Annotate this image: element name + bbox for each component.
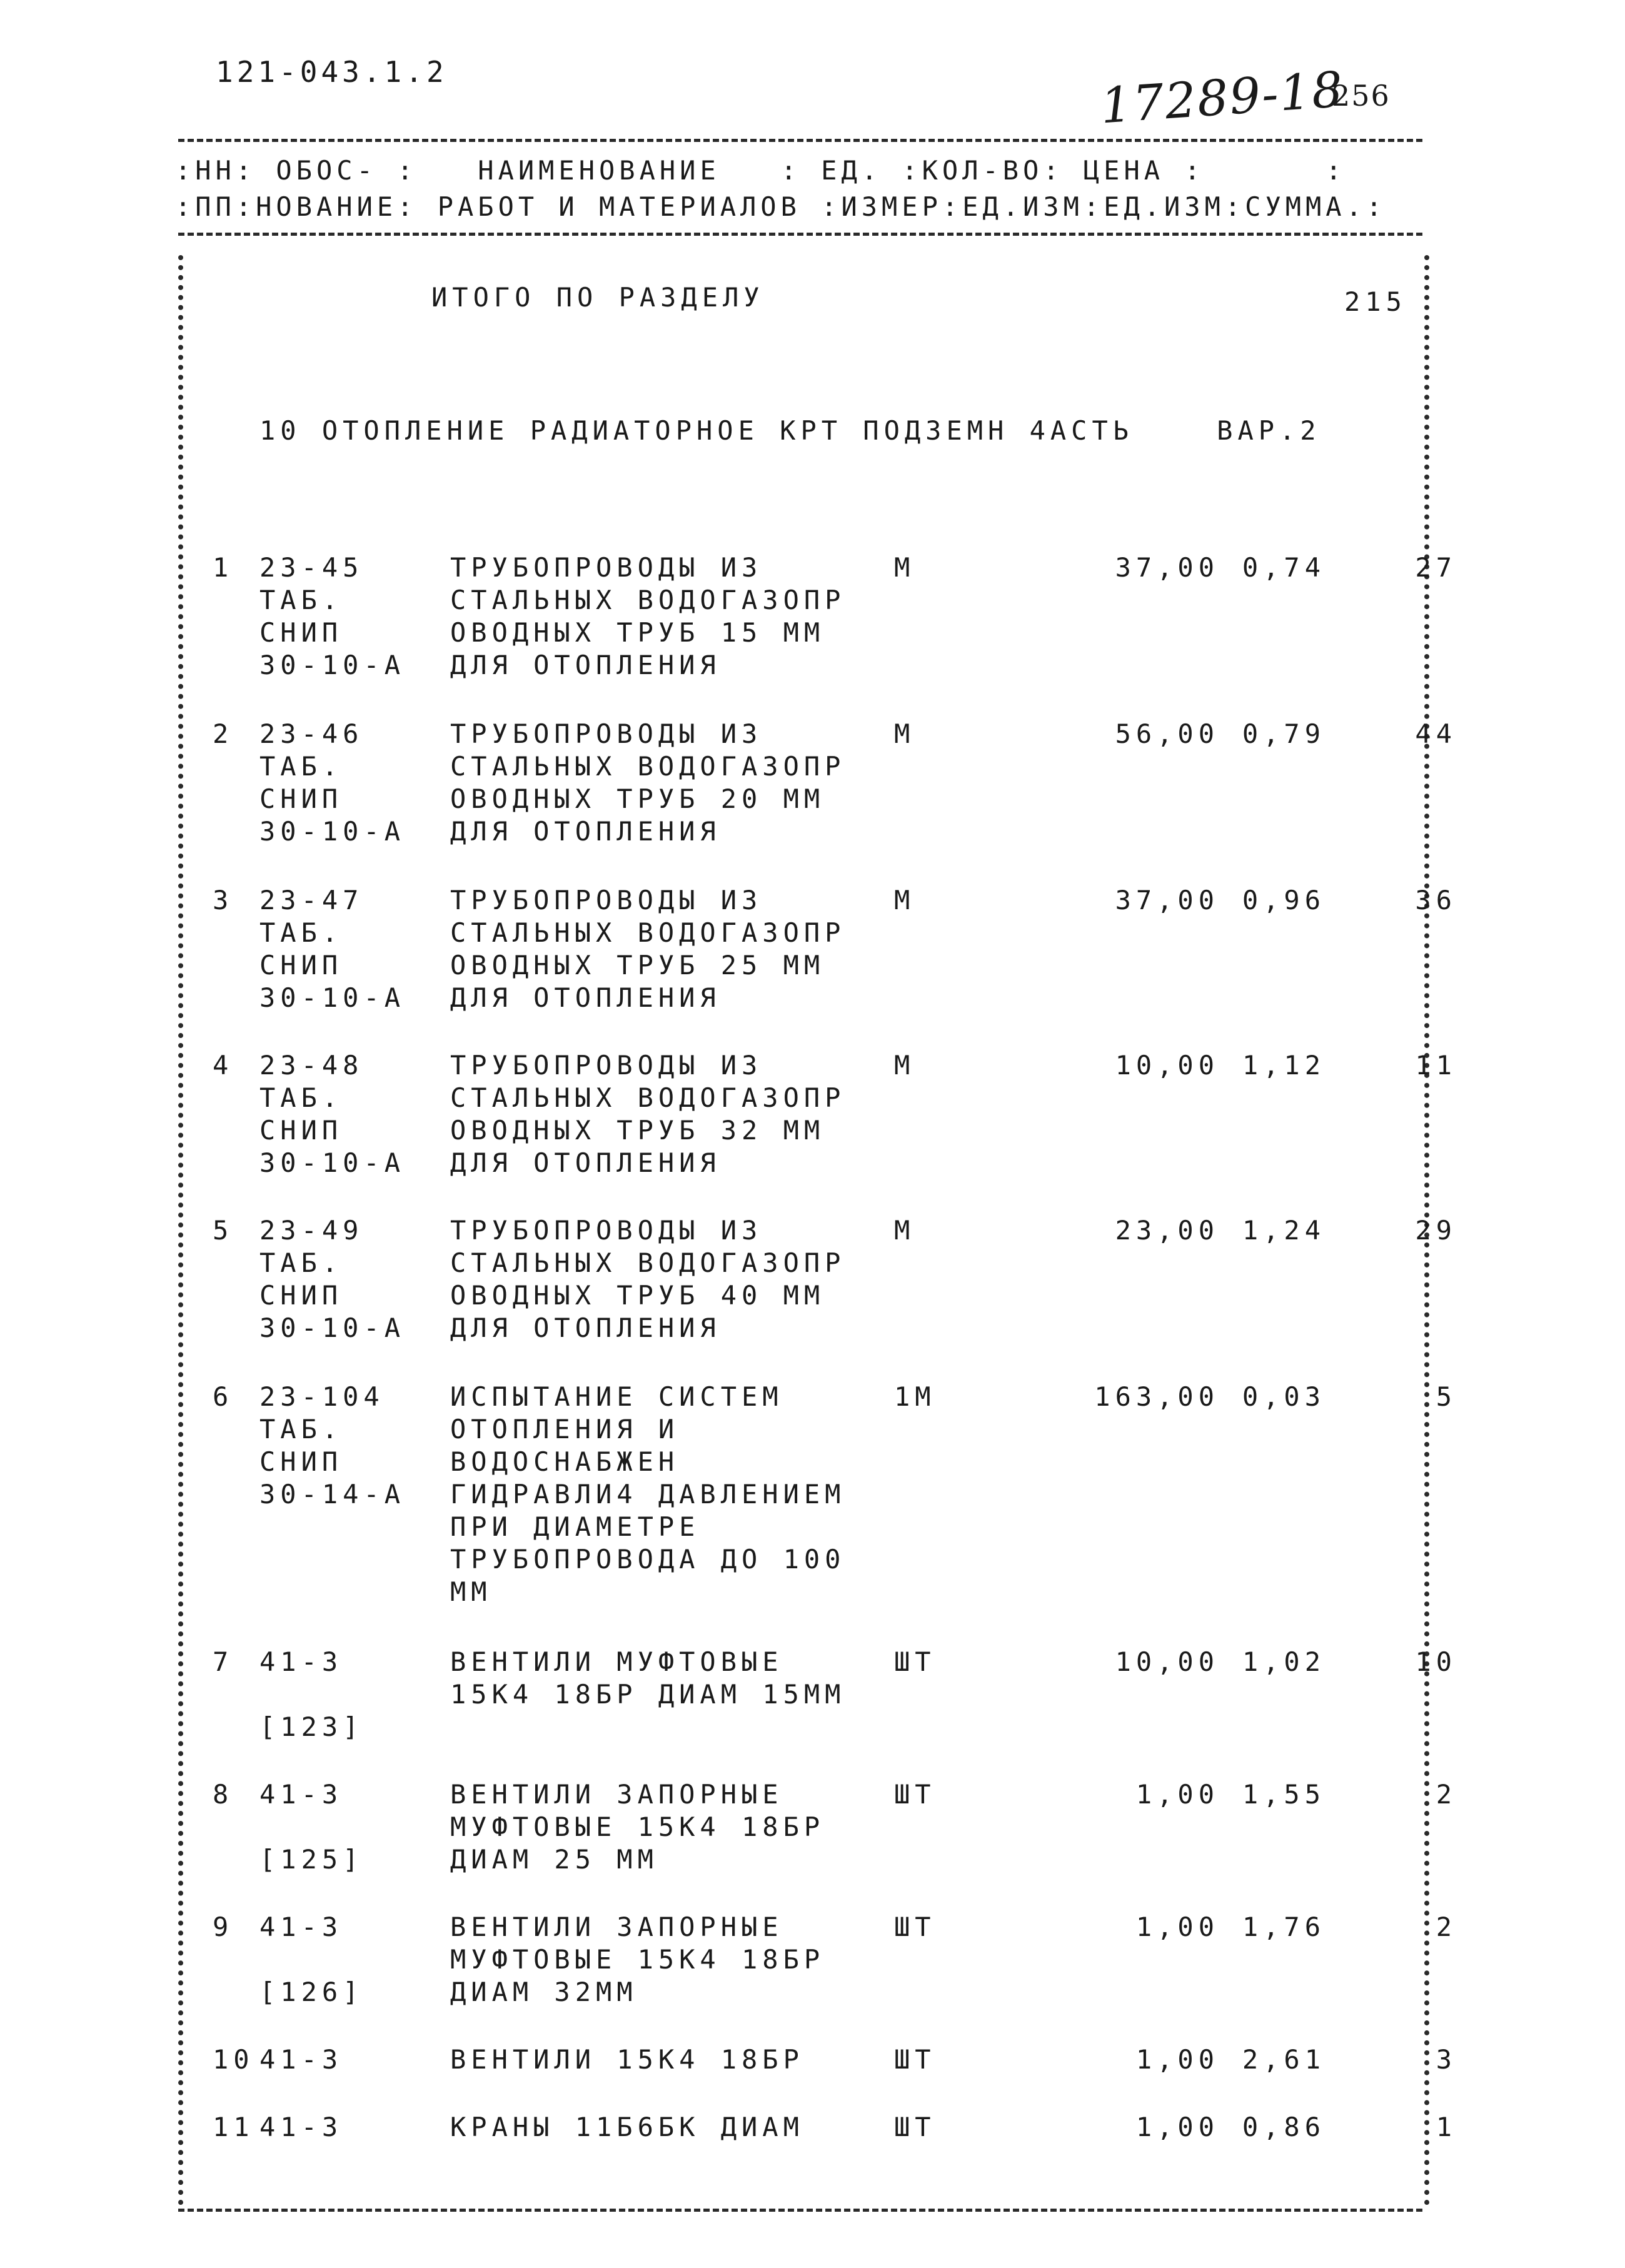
item-quantity: 23,00	[1115, 1215, 1219, 1246]
item-quantity: 163,00	[1094, 1381, 1219, 1412]
item-unit: М	[894, 1050, 915, 1081]
item-quantity: 1,00	[1135, 1779, 1219, 1810]
item-unit: 1М	[894, 1381, 936, 1412]
item-price: 0,74	[1242, 552, 1326, 583]
item-code: 41-3 [123]	[259, 1646, 364, 1742]
item-code: 41-3 [126]	[259, 1912, 364, 2007]
item-unit: ШТ	[894, 1912, 936, 1942]
header-bottom-rule	[178, 233, 1422, 236]
item-price: 1,76	[1242, 1912, 1326, 1942]
item-name: ТРУБОПРОВОДЫ ИЗ СТАЛЬНЫХ ВОДОГАЗОПР ОВОДНЫХ ТРУБ 32 ММ ДЛЯ ОТОПЛЕНИЯ	[450, 1050, 846, 1178]
item-price: 1,12	[1242, 1050, 1326, 1081]
item-unit: ШТ	[894, 1646, 936, 1677]
item-name: ИСПЫТАНИЕ СИСТЕМ ОТОПЛЕНИЯ И ВОДОСНАБЖЕН ГИДРАВЛИ4 ДАВЛЕНИЕМ ПРИ ДИАМЕТРЕ ТРУБОПРОВОДА ДО 100 ММ	[450, 1381, 846, 1607]
item-number: 2	[213, 718, 234, 749]
item-quantity: 1,00	[1135, 2112, 1219, 2142]
item-quantity: 1,00	[1135, 1912, 1219, 1942]
item-quantity: 10,00	[1115, 1050, 1219, 1081]
item-sum: 3	[1436, 2044, 1457, 2075]
item-name: ТРУБОПРОВОДЫ ИЗ СТАЛЬНЫХ ВОДОГАЗОПР ОВОДНЫХ ТРУБ 40 ММ ДЛЯ ОТОПЛЕНИЯ	[450, 1215, 846, 1343]
item-price: 0,86	[1242, 2112, 1326, 2142]
item-name: ТРУБОПРОВОДЫ ИЗ СТАЛЬНЫХ ВОДОГАЗОПР ОВОДНЫХ ТРУБ 20 ММ ДЛЯ ОТОПЛЕНИЯ	[450, 718, 846, 847]
item-price: 0,79	[1242, 718, 1326, 749]
item-unit: М	[894, 1215, 915, 1246]
section-total-value: 215	[1344, 286, 1407, 317]
item-number: 5	[213, 1215, 234, 1246]
item-quantity: 10,00	[1115, 1646, 1219, 1677]
item-quantity: 37,00	[1115, 552, 1219, 583]
item-number: 9	[213, 1912, 234, 1942]
item-code: 41-3	[259, 2044, 343, 2075]
item-number: 1	[213, 552, 234, 583]
item-number: 4	[213, 1050, 234, 1081]
item-unit: ШТ	[894, 1779, 936, 1810]
item-unit: ШТ	[894, 2044, 936, 2075]
section-total-label: ИТОГО ПО РАЗДЕЛУ	[431, 282, 765, 313]
item-name: КРАНЫ 11Б6БК ДИАМ	[450, 2112, 804, 2142]
item-sum: 5	[1436, 1381, 1457, 1412]
item-sum: 29	[1415, 1215, 1457, 1246]
item-sum: 1	[1436, 2112, 1457, 2142]
item-name: ВЕНТИЛИ 15К4 18БР	[450, 2044, 804, 2075]
item-quantity: 1,00	[1135, 2044, 1219, 2075]
item-name: ВЕНТИЛИ МУФТОВЫЕ 15К4 18БР ДИАМ 15ММ	[450, 1646, 846, 1710]
item-sum: 11	[1415, 1050, 1457, 1081]
item-unit: М	[894, 718, 915, 749]
item-code: 23-104 ТАБ. СНИП 30-14-А	[259, 1381, 406, 1509]
item-code: 41-3	[259, 2112, 343, 2142]
item-sum: 2	[1436, 1779, 1457, 1810]
item-code: 23-45 ТАБ. СНИП 30-10-А	[259, 552, 406, 680]
item-sum: 27	[1415, 552, 1457, 583]
item-name: ВЕНТИЛИ ЗАПОРНЫЕ МУФТОВЫЕ 15К4 18БР ДИАМ 32ММ	[450, 1912, 825, 2007]
column-header-row-1: :НН: ОБОС- : НАИМЕНОВАНИЕ : ЕД. :КОЛ-ВО: ЦЕНА : :	[175, 155, 1346, 186]
item-sum: 2	[1436, 1912, 1457, 1942]
item-price: 1,55	[1242, 1779, 1326, 1810]
item-number: 8	[213, 1779, 234, 1810]
item-number: 6	[213, 1381, 234, 1412]
item-name: ТРУБОПРОВОДЫ ИЗ СТАЛЬНЫХ ВОДОГАЗОПР ОВОДНЫХ ТРУБ 25 ММ ДЛЯ ОТОПЛЕНИЯ	[450, 885, 846, 1013]
handwritten-number: 17289-18	[1099, 61, 1346, 135]
header-top-rule	[178, 139, 1422, 142]
item-name: ТРУБОПРОВОДЫ ИЗ СТАЛЬНЫХ ВОДОГАЗОПР ОВОДНЫХ ТРУБ 15 ММ ДЛЯ ОТОПЛЕНИЯ	[450, 552, 846, 680]
item-unit: М	[894, 552, 915, 583]
item-code: 23-48 ТАБ. СНИП 30-10-А	[259, 1050, 406, 1178]
item-number: 3	[213, 885, 234, 915]
item-quantity: 37,00	[1115, 885, 1219, 915]
item-code: 41-3 [125]	[259, 1779, 364, 1875]
item-number: 7	[213, 1646, 234, 1677]
column-header-row-2: :ПП:НОВАНИЕ: РАБОТ И МАТЕРИАЛОВ :ИЗМЕР:ЕД.ИЗМ:ЕД.ИЗМ:СУММА.:	[175, 191, 1387, 222]
item-quantity: 56,00	[1115, 718, 1219, 749]
item-sum: 10	[1415, 1646, 1457, 1677]
item-code: 23-46 ТАБ. СНИП 30-10-А	[259, 718, 406, 847]
item-sum: 44	[1415, 718, 1457, 749]
item-number: 10	[213, 2044, 254, 2075]
item-name: ВЕНТИЛИ ЗАПОРНЫЕ МУФТОВЫЕ 15К4 18БР ДИАМ 25 ММ	[450, 1779, 825, 1875]
item-number: 11	[213, 2112, 254, 2142]
item-unit: ШТ	[894, 2112, 936, 2142]
item-unit: М	[894, 885, 915, 915]
item-price: 1,02	[1242, 1646, 1326, 1677]
item-code: 23-47 ТАБ. СНИП 30-10-А	[259, 885, 406, 1013]
section-title: 10 ОТОПЛЕНИЕ РАДИАТОРНОЕ КРТ ПОДЗЕМН 4АСТЬ ВАР.2	[259, 415, 1321, 446]
page-number: 256	[1332, 79, 1391, 113]
left-border	[178, 255, 183, 2206]
item-price: 2,61	[1242, 2044, 1326, 2075]
page-bottom-rule	[178, 2209, 1422, 2212]
item-code: 23-49 ТАБ. СНИП 30-10-А	[259, 1215, 406, 1343]
item-price: 1,24	[1242, 1215, 1326, 1246]
document-code: 121-043.1.2	[216, 55, 448, 89]
item-price: 0,96	[1242, 885, 1326, 915]
item-sum: 36	[1415, 885, 1457, 915]
item-price: 0,03	[1242, 1381, 1326, 1412]
